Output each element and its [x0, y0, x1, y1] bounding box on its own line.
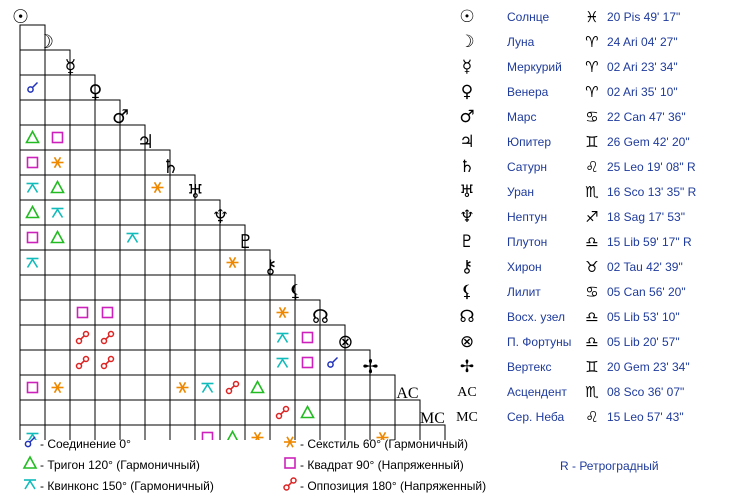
aspect-cell	[245, 325, 270, 350]
opposition-icon	[282, 476, 298, 498]
aspect-cell	[95, 275, 120, 300]
aspect-cell	[20, 275, 45, 300]
aspect-cell	[120, 250, 145, 275]
zodiac-sign-icon: ♏	[585, 383, 599, 401]
aspect-cell	[20, 300, 45, 325]
aspect-cell	[20, 200, 45, 225]
diagonal-vertex-cell	[370, 375, 395, 400]
legend-quincunx: - Квинконс 150° (Гармоничный)	[22, 476, 214, 496]
aspect-cell	[245, 350, 270, 375]
aspect-cell	[70, 375, 95, 400]
aspect-cell	[20, 175, 45, 200]
aspect-cell	[220, 400, 245, 425]
planet-position: 15 Lib 59' 17" R	[607, 235, 692, 249]
planet-position: 15 Leo 57' 43"	[607, 410, 684, 424]
asc-icon: AC	[396, 385, 419, 402]
node-icon: ☊	[312, 306, 329, 328]
zodiac-sign-icon: ♓	[585, 8, 599, 26]
aspect-cell	[120, 275, 145, 300]
aspect-cell	[145, 325, 170, 350]
square-icon	[282, 455, 298, 477]
aspect-cell	[45, 275, 70, 300]
diagonal-asc-cell	[395, 400, 420, 425]
mercury-icon: ☿	[461, 57, 473, 77]
legend-sextile: - Секстиль 60° (Гармоничный)	[282, 434, 468, 454]
planet-name: Уран	[507, 185, 535, 199]
aspect-cell	[145, 400, 170, 425]
planet-name: Солнце	[507, 10, 550, 24]
zodiac-sign-icon: ♐	[585, 208, 599, 226]
zodiac-sign-icon: ♊	[585, 133, 599, 151]
aspect-cell	[195, 325, 220, 350]
zodiac-sign-icon: ♎	[585, 233, 599, 251]
planet-position: 25 Leo 19' 08" R	[607, 160, 696, 174]
planet-position: 20 Pis 49' 17"	[607, 10, 681, 24]
aspect-cell	[145, 350, 170, 375]
aspect-cell	[245, 275, 270, 300]
aspect-cell	[145, 425, 170, 440]
planet-name: Хирон	[507, 260, 542, 274]
aspect-cell	[120, 200, 145, 225]
planet-row-mc	[456, 405, 755, 430]
aspect-cell	[295, 375, 320, 400]
aspect-cell	[295, 325, 320, 350]
planet-row-jupiter	[456, 130, 755, 155]
planet-row-neptune	[456, 205, 755, 230]
neptune-icon: ♆	[211, 206, 230, 228]
vertex-icon: ✢	[459, 357, 475, 377]
aspect-cell	[170, 425, 195, 440]
planet-position: 26 Gem 42' 20"	[607, 135, 690, 149]
aspect-cell	[20, 375, 45, 400]
aspect-cell	[120, 325, 145, 350]
planet-row-venus	[456, 80, 755, 105]
aspect-cell	[70, 400, 95, 425]
lilith-icon: ⚸	[288, 281, 303, 303]
aspect-cell	[145, 275, 170, 300]
planet-row-pluto	[456, 230, 755, 255]
aspect-cell	[195, 300, 220, 325]
aspect-cell	[95, 400, 120, 425]
aspect-cell	[45, 400, 70, 425]
trine-icon	[22, 455, 38, 477]
planet-row-moon	[456, 30, 755, 55]
mars-icon: ♂	[111, 106, 130, 128]
aspect-cell	[20, 125, 45, 150]
planet-name: Вертекс	[507, 360, 552, 374]
planet-row-fortune	[456, 330, 755, 355]
planet-position: 18 Sag 17' 53"	[607, 210, 685, 224]
planet-position: 16 Sco 13' 35" R	[607, 185, 697, 199]
aspect-cell	[70, 250, 95, 275]
aspect-cell	[270, 350, 295, 375]
aspect-cell	[270, 375, 295, 400]
zodiac-sign-icon: ♈	[585, 58, 599, 76]
aspect-cell	[270, 325, 295, 350]
lilith-icon: ⚸	[460, 282, 474, 302]
aspect-cell	[195, 250, 220, 275]
chiron-icon: ⚷	[460, 257, 474, 277]
aspect-cell	[220, 350, 245, 375]
aspect-cell	[45, 300, 70, 325]
aspect-cell	[20, 100, 45, 125]
aspect-cell	[370, 400, 395, 425]
aspect-cell	[70, 200, 95, 225]
zodiac-sign-icon: ♉	[585, 258, 599, 276]
planet-row-chiron	[456, 255, 755, 280]
aspect-cell	[45, 325, 70, 350]
planet-row-lilith	[456, 280, 755, 305]
zodiac-sign-icon: ♋	[585, 108, 599, 126]
planet-position: 02 Ari 23' 34"	[607, 60, 678, 74]
planet-row-saturn	[456, 155, 755, 180]
moon-icon: ☽	[459, 32, 475, 52]
neptune-icon: ♆	[459, 207, 475, 227]
planet-position: 24 Ari 04' 27"	[607, 35, 678, 49]
planet-row-node	[456, 305, 755, 330]
planet-name: Луна	[507, 35, 535, 49]
aspect-cell	[220, 325, 245, 350]
sextile-icon	[282, 434, 298, 456]
legend-conjunction: - Соединение 0°	[22, 434, 131, 454]
fortune-icon: ⊗	[337, 331, 354, 353]
zodiac-sign-icon: ♊	[585, 358, 599, 376]
aspect-cell	[320, 400, 345, 425]
aspect-cell	[170, 350, 195, 375]
sun-icon: ☉	[11, 6, 30, 28]
aspect-cell	[20, 225, 45, 250]
aspect-cell	[45, 250, 70, 275]
fortune-icon: ⊗	[459, 332, 475, 352]
asc-icon: AC	[457, 385, 477, 400]
planet-name: Сер. Неба	[507, 410, 565, 424]
aspect-cell	[20, 350, 45, 375]
aspect-cell	[120, 225, 145, 250]
planet-row-mercury	[456, 55, 755, 80]
aspect-cell	[70, 175, 95, 200]
aspect-cell	[45, 350, 70, 375]
jupiter-icon: ♃	[459, 132, 475, 152]
mc-icon: MC	[420, 410, 445, 427]
aspect-cell	[245, 400, 270, 425]
planet-name: Марс	[507, 110, 537, 124]
retrograde-note: R - Ретроградный	[560, 459, 659, 473]
aspect-cell	[70, 100, 95, 125]
aspect-cell	[95, 375, 120, 400]
aspect-cell	[195, 275, 220, 300]
planet-name: Юпитер	[507, 135, 552, 149]
aspect-cell	[95, 150, 120, 175]
legend-square: - Квадрат 90° (Напряженный)	[282, 455, 464, 475]
zodiac-sign-icon: ♋	[585, 283, 599, 301]
aspect-cell	[95, 225, 120, 250]
aspect-cell	[170, 200, 195, 225]
aspect-cell	[45, 75, 70, 100]
aspect-cell	[295, 400, 320, 425]
zodiac-sign-icon: ♈	[585, 83, 599, 101]
sun-icon: ☉	[459, 7, 475, 27]
aspect-cell	[195, 400, 220, 425]
aspect-cell	[195, 225, 220, 250]
aspect-cell	[145, 375, 170, 400]
aspect-cell	[95, 200, 120, 225]
aspect-cell	[145, 250, 170, 275]
moon-icon: ☽	[36, 31, 55, 53]
aspect-cell	[220, 300, 245, 325]
quincunx-icon	[22, 476, 38, 498]
aspect-cell	[145, 200, 170, 225]
zodiac-sign-icon: ♎	[585, 308, 599, 326]
legend-opposition: - Оппозиция 180° (Напряженный)	[282, 476, 486, 496]
planet-position: 08 Sco 36' 07"	[607, 385, 685, 399]
aspect-cell	[70, 125, 95, 150]
chiron-icon: ⚷	[263, 256, 278, 278]
aspect-cell	[45, 100, 70, 125]
aspect-cell	[170, 300, 195, 325]
planet-name: Меркурий	[507, 60, 562, 74]
aspect-cell	[20, 250, 45, 275]
venus-icon: ♀	[460, 82, 474, 102]
vertex-icon: ✢	[362, 356, 379, 378]
aspect-cell	[120, 400, 145, 425]
planet-row-vertex	[456, 355, 755, 380]
aspect-cell	[120, 150, 145, 175]
conjunction-icon	[22, 434, 38, 456]
planet-name: П. Фортуны	[507, 335, 572, 349]
zodiac-sign-icon: ♏	[585, 183, 599, 201]
planet-position: 20 Gem 23' 34"	[607, 360, 690, 374]
planet-name: Асцендент	[507, 385, 567, 399]
aspect-cell	[295, 350, 320, 375]
planet-row-mars	[456, 105, 755, 130]
aspect-cell	[120, 175, 145, 200]
planet-row-uranus	[456, 180, 755, 205]
planet-name: Плутон	[507, 235, 548, 249]
planet-name: Венера	[507, 85, 549, 99]
aspect-cell	[170, 325, 195, 350]
aspect-cell	[70, 150, 95, 175]
aspect-cell	[345, 400, 370, 425]
uranus-icon: ♅	[459, 182, 475, 202]
planet-position: 02 Ari 35' 10"	[607, 85, 678, 99]
aspect-cell	[120, 375, 145, 400]
aspect-cell	[70, 300, 95, 325]
zodiac-sign-icon: ♎	[585, 333, 599, 351]
jupiter-icon: ♃	[136, 131, 155, 153]
aspect-cell	[70, 225, 95, 250]
aspect-cell	[45, 175, 70, 200]
planet-position: 05 Can 56' 20"	[607, 285, 686, 299]
planet-position: 05 Lib 20' 57"	[607, 335, 680, 349]
aspect-cell	[20, 50, 45, 75]
pluto-icon: ♇	[459, 232, 475, 252]
aspect-cell	[70, 275, 95, 300]
zodiac-sign-icon: ♌	[585, 158, 599, 176]
aspect-cell	[345, 375, 370, 400]
pluto-icon: ♇	[236, 231, 255, 253]
node-icon: ☊	[459, 307, 475, 327]
aspect-cell	[195, 350, 220, 375]
aspect-cell	[20, 150, 45, 175]
aspect-cell	[95, 300, 120, 325]
aspect-cell	[95, 125, 120, 150]
planet-position: 02 Tau 42' 39"	[607, 260, 683, 274]
aspect-cell	[120, 350, 145, 375]
zodiac-sign-icon: ♈	[585, 33, 599, 51]
aspect-cell	[95, 250, 120, 275]
mercury-icon: ☿	[64, 56, 77, 78]
saturn-icon: ♄	[459, 157, 475, 177]
aspect-cell	[45, 200, 70, 225]
aspect-cell	[245, 300, 270, 325]
venus-icon: ♀	[88, 81, 103, 103]
aspect-cell	[170, 225, 195, 250]
aspect-cell	[145, 300, 170, 325]
aspect-cell	[245, 375, 270, 400]
mars-icon: ♂	[459, 107, 475, 127]
planet-name: Сатурн	[507, 160, 548, 174]
aspect-cell	[170, 275, 195, 300]
aspect-cell	[195, 375, 220, 400]
planet-row-asc	[456, 380, 755, 405]
zodiac-sign-icon: ♌	[585, 408, 599, 426]
aspect-cell	[170, 250, 195, 275]
aspect-cell	[45, 125, 70, 150]
aspect-cell	[320, 375, 345, 400]
aspect-cell	[120, 300, 145, 325]
saturn-icon: ♄	[161, 156, 180, 178]
uranus-icon: ♅	[186, 181, 205, 203]
planet-position: 05 Lib 53' 10"	[607, 310, 680, 324]
aspect-cell	[220, 275, 245, 300]
planet-row-sun	[456, 5, 755, 30]
planet-name: Нептун	[507, 210, 548, 224]
aspect-cell	[95, 175, 120, 200]
mc-icon: MC	[456, 410, 478, 425]
aspect-cell	[170, 400, 195, 425]
aspect-cell	[45, 225, 70, 250]
aspect-cell	[145, 225, 170, 250]
aspect-cell	[20, 400, 45, 425]
planet-name: Восх. узел	[507, 310, 565, 324]
aspect-cell	[20, 325, 45, 350]
planet-name: Лилит	[507, 285, 541, 299]
legend-trine: - Тригон 120° (Гармоничный)	[22, 455, 200, 475]
planet-position: 22 Can 47' 36"	[607, 110, 686, 124]
